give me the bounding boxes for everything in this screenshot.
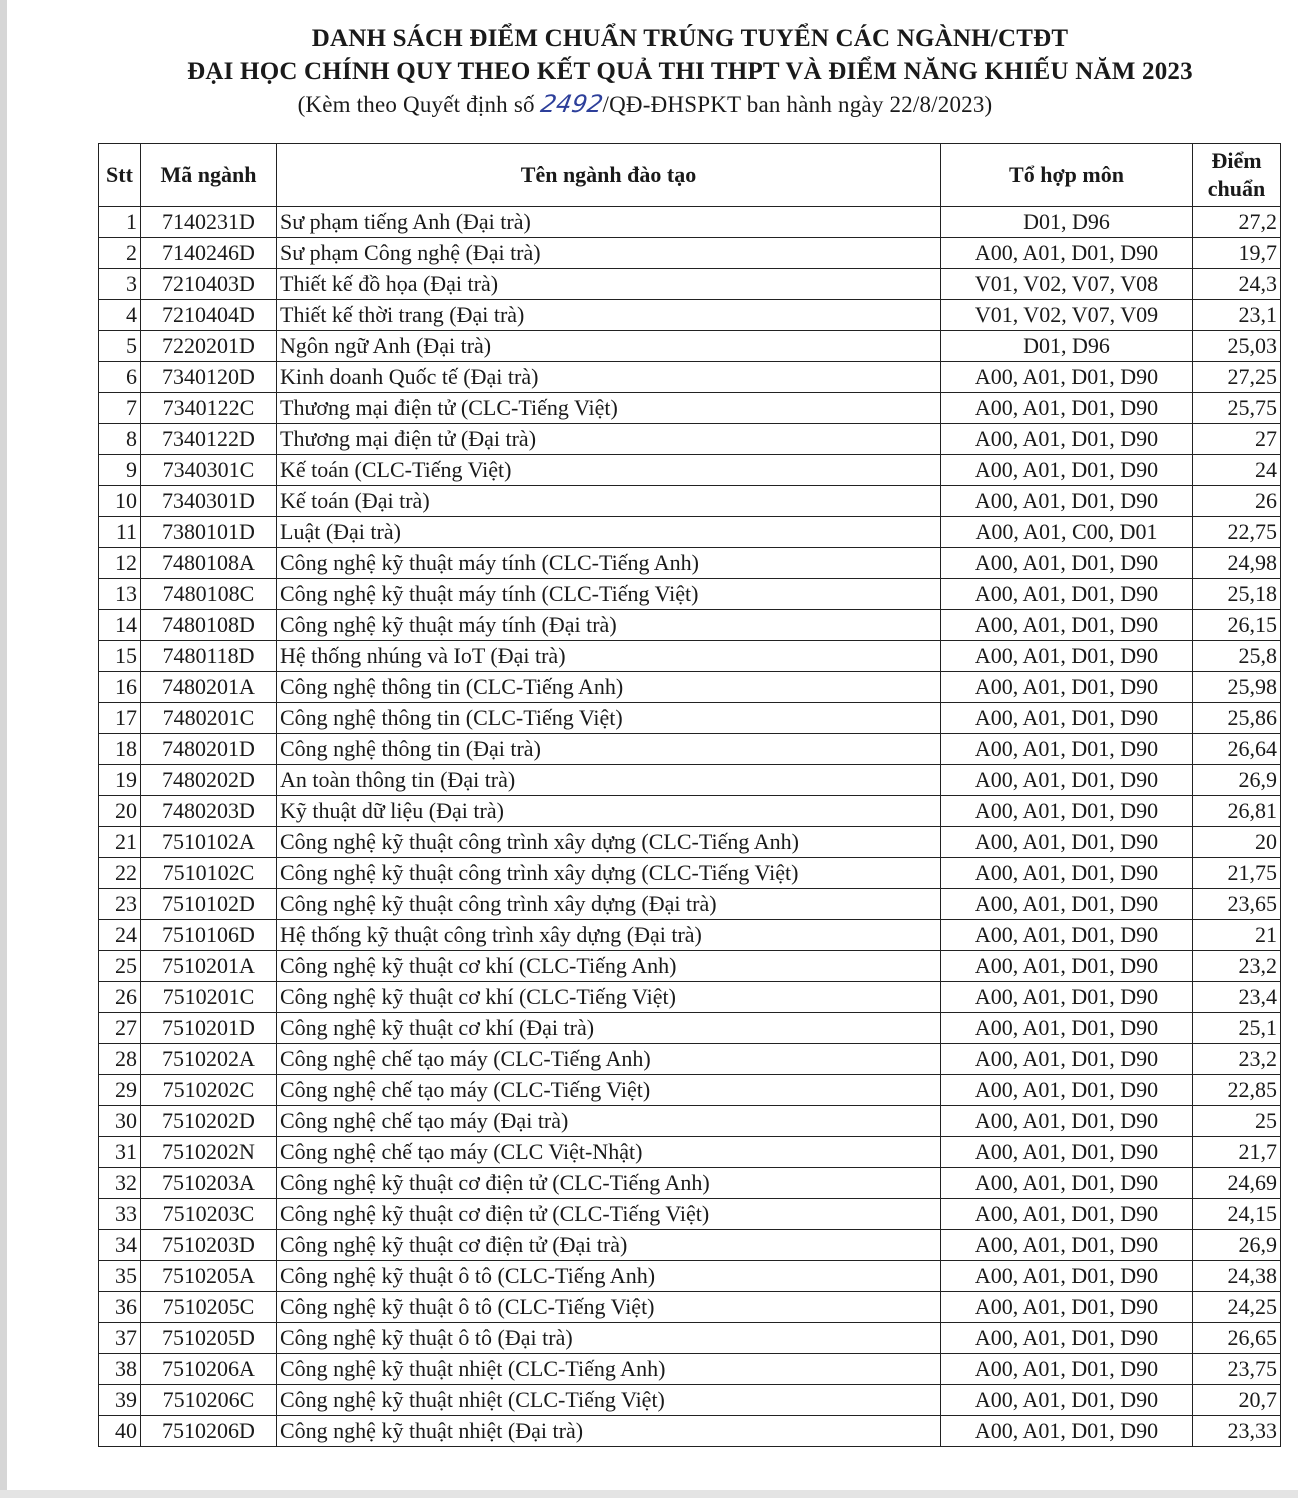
table-row [99, 1416, 1281, 1447]
cell-ma-nganh: 7340122C [141, 393, 277, 424]
cell-diem-chuan: 25,86 [1193, 703, 1281, 734]
cell-stt: 2 [99, 238, 141, 269]
cell-to-hop: A00, A01, D01, D90 [941, 982, 1193, 1013]
cell-ma-nganh: 7510202A [141, 1044, 277, 1075]
cell-diem-chuan: 27,25 [1193, 362, 1281, 393]
cell-to-hop: A00, A01, D01, D90 [941, 1199, 1193, 1230]
cell-stt: 5 [99, 331, 141, 362]
cell-diem-chuan: 25,75 [1193, 393, 1281, 424]
cell-ten-nganh: Công nghệ kỹ thuật nhiệt (Đại trà) [277, 1416, 941, 1447]
cell-ma-nganh: 7480201D [141, 734, 277, 765]
cell-ten-nganh: Kế toán (Đại trà) [277, 486, 941, 517]
cell-ma-nganh: 7510205D [141, 1323, 277, 1354]
cell-stt: 37 [99, 1323, 141, 1354]
cell-ten-nganh: Công nghệ kỹ thuật ô tô (CLC-Tiếng Việt) [277, 1292, 941, 1323]
table-row [99, 269, 1281, 300]
table-row [99, 858, 1281, 889]
cell-ma-nganh: 7510201C [141, 982, 277, 1013]
table-row [99, 734, 1281, 765]
cell-diem-chuan: 26 [1193, 486, 1281, 517]
cell-stt: 16 [99, 672, 141, 703]
cell-diem-chuan: 26,81 [1193, 796, 1281, 827]
table-row [99, 579, 1281, 610]
cell-ten-nganh: Công nghệ kỹ thuật máy tính (Đại trà) [277, 610, 941, 641]
cell-stt: 30 [99, 1106, 141, 1137]
cell-ma-nganh: 7510205A [141, 1261, 277, 1292]
table-row [99, 827, 1281, 858]
cell-ma-nganh: 7510102C [141, 858, 277, 889]
cell-stt: 4 [99, 300, 141, 331]
table-row [99, 424, 1281, 455]
table-row [99, 920, 1281, 951]
table-row [99, 1385, 1281, 1416]
cell-stt: 29 [99, 1075, 141, 1106]
cell-ma-nganh: 7480203D [141, 796, 277, 827]
cell-ten-nganh: Thiết kế thời trang (Đại trà) [277, 300, 941, 331]
cell-to-hop: A00, A01, D01, D90 [941, 1230, 1193, 1261]
cell-diem-chuan: 26,65 [1193, 1323, 1281, 1354]
col-header-ten-nganh: Tên ngành đào tạo [277, 144, 941, 207]
cell-diem-chuan: 22,85 [1193, 1075, 1281, 1106]
table-row [99, 1168, 1281, 1199]
table-body [99, 207, 1281, 1447]
cell-stt: 13 [99, 579, 141, 610]
cell-diem-chuan: 24 [1193, 455, 1281, 486]
table-row [99, 1292, 1281, 1323]
cell-stt: 20 [99, 796, 141, 827]
cell-stt: 14 [99, 610, 141, 641]
cell-stt: 8 [99, 424, 141, 455]
cell-ten-nganh: Kinh doanh Quốc tế (Đại trà) [277, 362, 941, 393]
cell-diem-chuan: 21,7 [1193, 1137, 1281, 1168]
cell-diem-chuan: 24,15 [1193, 1199, 1281, 1230]
cell-stt: 10 [99, 486, 141, 517]
cell-to-hop: A00, A01, D01, D90 [941, 424, 1193, 455]
cell-to-hop: A00, A01, D01, D90 [941, 765, 1193, 796]
col-header-diem-chuan [1193, 144, 1281, 207]
cell-stt: 33 [99, 1199, 141, 1230]
cell-stt: 39 [99, 1385, 141, 1416]
cell-ten-nganh: Công nghệ kỹ thuật máy tính (CLC-Tiếng Việt) [277, 579, 941, 610]
table-row [99, 1075, 1281, 1106]
cell-ten-nganh: Thiết kế đồ họa (Đại trà) [277, 269, 941, 300]
cell-to-hop: A00, A01, D01, D90 [941, 858, 1193, 889]
col-header-diem-line2: chuẩn [1207, 176, 1266, 201]
cell-ten-nganh: Công nghệ kỹ thuật công trình xây dựng (CLC-Tiếng Việt) [277, 858, 941, 889]
table-row [99, 672, 1281, 703]
cell-to-hop: A00, A01, D01, D90 [941, 1013, 1193, 1044]
col-header-to-hop: Tổ hợp môn [941, 144, 1193, 207]
cell-diem-chuan: 26,9 [1193, 1230, 1281, 1261]
cell-ma-nganh: 7140231D [141, 207, 277, 238]
cell-ma-nganh: 7480108C [141, 579, 277, 610]
cell-stt: 40 [99, 1416, 141, 1447]
cell-diem-chuan: 25,1 [1193, 1013, 1281, 1044]
cell-ma-nganh: 7210404D [141, 300, 277, 331]
cell-to-hop: A00, A01, D01, D90 [941, 455, 1193, 486]
table-row [99, 331, 1281, 362]
cell-to-hop: A00, A01, D01, D90 [941, 703, 1193, 734]
cell-ten-nganh: Công nghệ thông tin (CLC-Tiếng Việt) [277, 703, 941, 734]
cell-diem-chuan: 25,98 [1193, 672, 1281, 703]
table-row [99, 1199, 1281, 1230]
cell-ten-nganh: Kỹ thuật dữ liệu (Đại trà) [277, 796, 941, 827]
cell-ma-nganh: 7510202D [141, 1106, 277, 1137]
cell-diem-chuan: 20 [1193, 827, 1281, 858]
table-row [99, 455, 1281, 486]
cell-to-hop: A00, A01, D01, D90 [941, 1416, 1193, 1447]
cell-ten-nganh: Luật (Đại trà) [277, 517, 941, 548]
cell-ten-nganh: Công nghệ chế tạo máy (CLC-Tiếng Anh) [277, 1044, 941, 1075]
cell-to-hop: A00, A01, D01, D90 [941, 1292, 1193, 1323]
cell-ma-nganh: 7140246D [141, 238, 277, 269]
table-row [99, 1230, 1281, 1261]
title-line-1: DANH SÁCH ĐIỂM CHUẨN TRÚNG TUYỂN CÁC NGÀNH/CTĐT [311, 25, 1069, 52]
cell-ma-nganh: 7480118D [141, 641, 277, 672]
cell-diem-chuan: 27,2 [1193, 207, 1281, 238]
cell-diem-chuan: 24,69 [1193, 1168, 1281, 1199]
cell-ma-nganh: 7510201A [141, 951, 277, 982]
cell-ma-nganh: 7480202D [141, 765, 277, 796]
cell-ten-nganh: Thương mại điện tử (CLC-Tiếng Việt) [277, 393, 941, 424]
cell-to-hop: A00, A01, D01, D90 [941, 1137, 1193, 1168]
table-row [99, 517, 1281, 548]
cell-stt: 24 [99, 920, 141, 951]
cell-stt: 27 [99, 1013, 141, 1044]
cell-ten-nganh: Công nghệ kỹ thuật ô tô (CLC-Tiếng Anh) [277, 1261, 941, 1292]
cell-diem-chuan: 23,75 [1193, 1354, 1281, 1385]
cell-stt: 1 [99, 207, 141, 238]
cell-to-hop: A00, A01, D01, D90 [941, 672, 1193, 703]
cell-ma-nganh: 7510202N [141, 1137, 277, 1168]
cell-to-hop: A00, A01, D01, D90 [941, 362, 1193, 393]
cell-stt: 9 [99, 455, 141, 486]
cell-ten-nganh: Công nghệ kỹ thuật nhiệt (CLC-Tiếng Việt) [277, 1385, 941, 1416]
cell-diem-chuan: 21,75 [1193, 858, 1281, 889]
table-row [99, 1137, 1281, 1168]
handwritten-decision-number: 2492 [538, 90, 605, 118]
cell-stt: 11 [99, 517, 141, 548]
cell-to-hop: A00, A01, D01, D90 [941, 1168, 1193, 1199]
cell-ten-nganh: Ngôn ngữ Anh (Đại trà) [277, 331, 941, 362]
cell-to-hop: A00, A01, D01, D90 [941, 486, 1193, 517]
table-row [99, 889, 1281, 920]
cell-ten-nganh: Công nghệ chế tạo máy (CLC Việt-Nhật) [277, 1137, 941, 1168]
cell-ten-nganh: Công nghệ kỹ thuật máy tính (CLC-Tiếng Anh) [277, 548, 941, 579]
cell-ten-nganh: Công nghệ thông tin (Đại trà) [277, 734, 941, 765]
cell-ma-nganh: 7480201C [141, 703, 277, 734]
table-row [99, 362, 1281, 393]
cell-stt: 18 [99, 734, 141, 765]
cell-ten-nganh: Sư phạm tiếng Anh (Đại trà) [277, 207, 941, 238]
cell-ten-nganh: Công nghệ kỹ thuật cơ điện tử (CLC-Tiếng Việt) [277, 1199, 941, 1230]
cell-ten-nganh: Sư phạm Công nghệ (Đại trà) [277, 238, 941, 269]
cell-to-hop: A00, A01, D01, D90 [941, 579, 1193, 610]
cell-to-hop: A00, A01, D01, D90 [941, 1261, 1193, 1292]
table-row [99, 486, 1281, 517]
cell-stt: 15 [99, 641, 141, 672]
cell-diem-chuan: 23,1 [1193, 300, 1281, 331]
table-row [99, 207, 1281, 238]
cell-to-hop: V01, V02, V07, V08 [941, 269, 1193, 300]
table-row [99, 982, 1281, 1013]
cell-to-hop: A00, A01, D01, D90 [941, 1075, 1193, 1106]
cell-ma-nganh: 7510206A [141, 1354, 277, 1385]
table-row [99, 1106, 1281, 1137]
cell-stt: 22 [99, 858, 141, 889]
cell-ma-nganh: 7510102D [141, 889, 277, 920]
cell-to-hop: A00, A01, D01, D90 [941, 641, 1193, 672]
cell-ten-nganh: Công nghệ chế tạo máy (Đại trà) [277, 1106, 941, 1137]
cell-stt: 35 [99, 1261, 141, 1292]
admission-score-table [98, 143, 1281, 1447]
cell-ma-nganh: 7510206C [141, 1385, 277, 1416]
cell-stt: 19 [99, 765, 141, 796]
cell-ten-nganh: Hệ thống kỹ thuật công trình xây dựng (Đại trà) [277, 920, 941, 951]
cell-stt: 34 [99, 1230, 141, 1261]
cell-ten-nganh: Công nghệ kỹ thuật công trình xây dựng (Đại trà) [277, 889, 941, 920]
table-header-row [99, 144, 1281, 207]
col-header-stt: Stt [99, 144, 141, 207]
cell-ma-nganh: 7510201D [141, 1013, 277, 1044]
cell-diem-chuan: 26,64 [1193, 734, 1281, 765]
cell-ten-nganh: Công nghệ chế tạo máy (CLC-Tiếng Việt) [277, 1075, 941, 1106]
cell-to-hop: A00, A01, D01, D90 [941, 238, 1193, 269]
cell-stt: 7 [99, 393, 141, 424]
cell-ten-nganh: Công nghệ kỹ thuật cơ khí (CLC-Tiếng Việt) [277, 982, 941, 1013]
cell-stt: 26 [99, 982, 141, 1013]
table-row [99, 238, 1281, 269]
cell-diem-chuan: 25,03 [1193, 331, 1281, 362]
cell-ten-nganh: Công nghệ kỹ thuật nhiệt (CLC-Tiếng Anh) [277, 1354, 941, 1385]
table-row [99, 1261, 1281, 1292]
cell-diem-chuan: 19,7 [1193, 238, 1281, 269]
cell-diem-chuan: 23,2 [1193, 951, 1281, 982]
table-row [99, 393, 1281, 424]
cell-ten-nganh: Công nghệ kỹ thuật công trình xây dựng (CLC-Tiếng Anh) [277, 827, 941, 858]
cell-ten-nganh: Hệ thống nhúng và IoT (Đại trà) [277, 641, 941, 672]
table-row [99, 1044, 1281, 1075]
cell-to-hop: A00, A01, D01, D90 [941, 920, 1193, 951]
cell-ten-nganh: Công nghệ kỹ thuật cơ điện tử (CLC-Tiếng Anh) [277, 1168, 941, 1199]
cell-ma-nganh: 7380101D [141, 517, 277, 548]
cell-stt: 32 [99, 1168, 141, 1199]
page-bottom-edge [0, 1490, 1298, 1498]
table-row [99, 1354, 1281, 1385]
cell-to-hop: A00, A01, D01, D90 [941, 1106, 1193, 1137]
subtitle-suffix: /QĐ-ĐHSPKT ban hành ngày 22/8/2023) [602, 92, 993, 117]
cell-ma-nganh: 7480201A [141, 672, 277, 703]
cell-to-hop: A00, A01, D01, D90 [941, 1044, 1193, 1075]
decision-subtitle [0, 90, 1290, 118]
cell-diem-chuan: 20,7 [1193, 1385, 1281, 1416]
cell-stt: 38 [99, 1354, 141, 1385]
table-row [99, 765, 1281, 796]
cell-ten-nganh: Kế toán (CLC-Tiếng Việt) [277, 455, 941, 486]
cell-to-hop: V01, V02, V07, V09 [941, 300, 1193, 331]
cell-diem-chuan: 24,3 [1193, 269, 1281, 300]
cell-ma-nganh: 7340122D [141, 424, 277, 455]
cell-diem-chuan: 27 [1193, 424, 1281, 455]
cell-to-hop: A00, A01, D01, D90 [941, 734, 1193, 765]
cell-diem-chuan: 23,4 [1193, 982, 1281, 1013]
cell-ma-nganh: 7510102A [141, 827, 277, 858]
cell-diem-chuan: 24,98 [1193, 548, 1281, 579]
table-row [99, 548, 1281, 579]
cell-ten-nganh: An toàn thông tin (Đại trà) [277, 765, 941, 796]
cell-to-hop: A00, A01, D01, D90 [941, 1354, 1193, 1385]
cell-to-hop: D01, D96 [941, 207, 1193, 238]
cell-to-hop: A00, A01, D01, D90 [941, 610, 1193, 641]
page-left-shadow [0, 0, 7, 1498]
cell-stt: 25 [99, 951, 141, 982]
cell-ma-nganh: 7480108D [141, 610, 277, 641]
cell-stt: 12 [99, 548, 141, 579]
table-row [99, 703, 1281, 734]
col-header-diem-line1: Điểm [1211, 148, 1262, 173]
cell-ma-nganh: 7480108A [141, 548, 277, 579]
cell-to-hop: A00, A01, D01, D90 [941, 796, 1193, 827]
subtitle-prefix: (Kèm theo Quyết định số [297, 92, 541, 117]
cell-diem-chuan: 23,2 [1193, 1044, 1281, 1075]
cell-diem-chuan: 23,65 [1193, 889, 1281, 920]
cell-stt: 28 [99, 1044, 141, 1075]
cell-to-hop: D01, D96 [941, 331, 1193, 362]
cell-to-hop: A00, A01, D01, D90 [941, 889, 1193, 920]
cell-diem-chuan: 22,75 [1193, 517, 1281, 548]
table-row [99, 610, 1281, 641]
cell-to-hop: A00, A01, D01, D90 [941, 1323, 1193, 1354]
cell-ten-nganh: Thương mại điện tử (Đại trà) [277, 424, 941, 455]
cell-ma-nganh: 7510202C [141, 1075, 277, 1106]
cell-diem-chuan: 25,8 [1193, 641, 1281, 672]
cell-ma-nganh: 7510203D [141, 1230, 277, 1261]
table-row [99, 796, 1281, 827]
cell-ma-nganh: 7510203A [141, 1168, 277, 1199]
cell-diem-chuan: 23,33 [1193, 1416, 1281, 1447]
cell-ma-nganh: 7510203C [141, 1199, 277, 1230]
table-row [99, 641, 1281, 672]
cell-ma-nganh: 7510205C [141, 1292, 277, 1323]
table-row [99, 1323, 1281, 1354]
cell-ten-nganh: Công nghệ kỹ thuật cơ điện tử (Đại trà) [277, 1230, 941, 1261]
cell-to-hop: A00, A01, D01, D90 [941, 951, 1193, 982]
col-header-ma-nganh: Mã ngành [141, 144, 277, 207]
cell-to-hop: A00, A01, C00, D01 [941, 517, 1193, 548]
cell-stt: 6 [99, 362, 141, 393]
cell-diem-chuan: 24,38 [1193, 1261, 1281, 1292]
cell-ma-nganh: 7340120D [141, 362, 277, 393]
cell-diem-chuan: 26,9 [1193, 765, 1281, 796]
cell-ma-nganh: 7210403D [141, 269, 277, 300]
cell-ma-nganh: 7510206D [141, 1416, 277, 1447]
cell-diem-chuan: 24,25 [1193, 1292, 1281, 1323]
cell-ma-nganh: 7340301C [141, 455, 277, 486]
cell-diem-chuan: 21 [1193, 920, 1281, 951]
cell-stt: 17 [99, 703, 141, 734]
cell-diem-chuan: 26,15 [1193, 610, 1281, 641]
title-line-2: ĐẠI HỌC CHÍNH QUY THEO KẾT QUẢ THI THPT VÀ ĐIỂM NĂNG KHIẾU NĂM 2023 [187, 58, 1193, 85]
cell-to-hop: A00, A01, D01, D90 [941, 393, 1193, 424]
table-row [99, 1013, 1281, 1044]
cell-to-hop: A00, A01, D01, D90 [941, 827, 1193, 858]
cell-ten-nganh: Công nghệ kỹ thuật ô tô (Đại trà) [277, 1323, 941, 1354]
cell-ma-nganh: 7510106D [141, 920, 277, 951]
cell-stt: 21 [99, 827, 141, 858]
cell-stt: 31 [99, 1137, 141, 1168]
cell-ten-nganh: Công nghệ kỹ thuật cơ khí (CLC-Tiếng Anh) [277, 951, 941, 982]
cell-stt: 36 [99, 1292, 141, 1323]
cell-ma-nganh: 7220201D [141, 331, 277, 362]
cell-to-hop: A00, A01, D01, D90 [941, 1385, 1193, 1416]
cell-ten-nganh: Công nghệ kỹ thuật cơ khí (Đại trà) [277, 1013, 941, 1044]
table-row [99, 300, 1281, 331]
cell-diem-chuan: 25,18 [1193, 579, 1281, 610]
cell-ma-nganh: 7340301D [141, 486, 277, 517]
cell-stt: 3 [99, 269, 141, 300]
cell-to-hop: A00, A01, D01, D90 [941, 548, 1193, 579]
cell-stt: 23 [99, 889, 141, 920]
cell-diem-chuan: 25 [1193, 1106, 1281, 1137]
table-row [99, 951, 1281, 982]
cell-ten-nganh: Công nghệ thông tin (CLC-Tiếng Anh) [277, 672, 941, 703]
